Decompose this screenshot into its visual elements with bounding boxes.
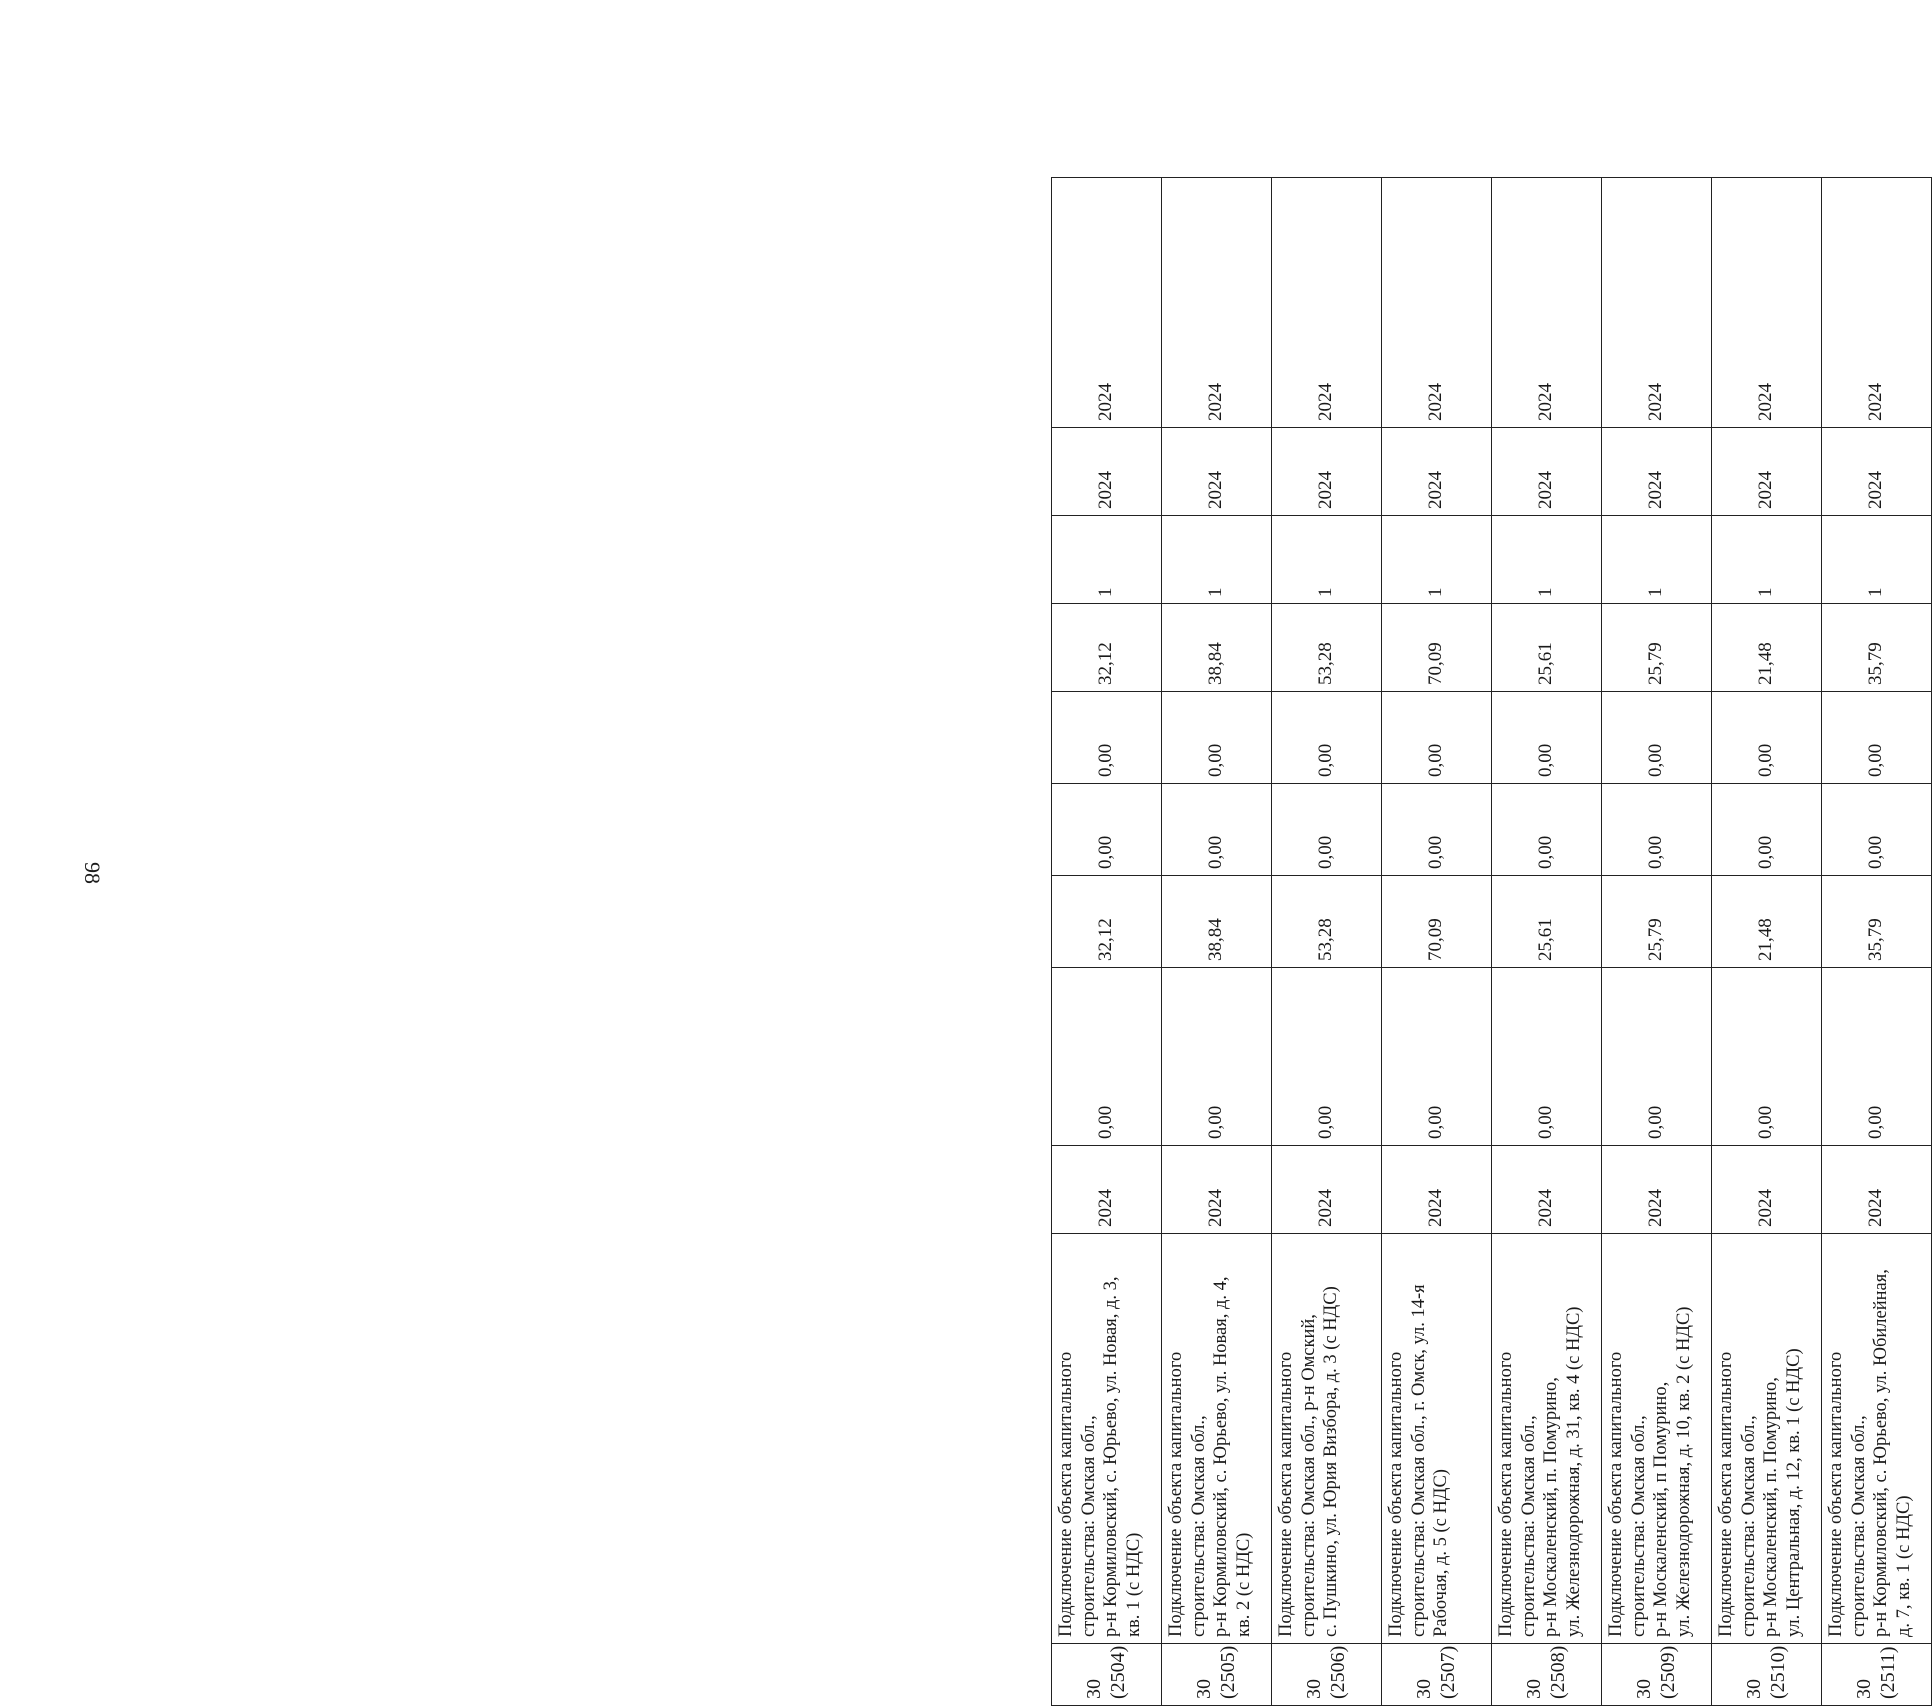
row-code: (2508)	[1546, 1645, 1569, 1699]
year-start-cell: 2024	[1382, 1146, 1492, 1234]
row-number: 30	[1192, 1679, 1215, 1699]
description-line: р-н Москаленский, п Помурино,	[1651, 1381, 1672, 1637]
table-row	[1382, 178, 1492, 1706]
value-cell-5: 21,48	[1712, 604, 1822, 692]
year-cell-c: 2024	[1162, 178, 1272, 428]
value-cell-5: 35,79	[1822, 604, 1932, 692]
value-cell-4: 0,00	[1162, 692, 1272, 784]
value-cell-3: 0,00	[1492, 784, 1602, 876]
year-cell-b: 2024	[1272, 428, 1382, 516]
value-cell-5: 53,28	[1272, 604, 1382, 692]
year-cell-b: 2024	[1162, 428, 1272, 516]
value-cell-2: 35,79	[1822, 876, 1932, 968]
description-cell	[1162, 1234, 1272, 1644]
value-cell-2: 25,61	[1492, 876, 1602, 968]
row-number: 30	[1302, 1679, 1325, 1699]
row-number-cell	[1382, 1644, 1492, 1706]
description-cell	[1052, 1234, 1162, 1644]
page-number: 98	[80, 862, 105, 884]
description-line: кв. 2 (с НДС)	[1233, 1532, 1254, 1637]
value-cell-3: 0,00	[1162, 784, 1272, 876]
description-line: д. 7, кв. 1 (с НДС)	[1893, 1495, 1914, 1637]
value-cell-5: 32,12	[1052, 604, 1162, 692]
count-cell: 1	[1492, 516, 1602, 604]
value-cell-5: 38,84	[1162, 604, 1272, 692]
row-code: (2510)	[1766, 1645, 1789, 1699]
value-cell-3: 0,00	[1602, 784, 1712, 876]
row-number-cell	[1822, 1644, 1932, 1706]
table-row	[1712, 178, 1822, 1706]
row-code: (2504)	[1106, 1645, 1129, 1699]
row-number: 30	[1632, 1679, 1655, 1699]
year-cell-c: 2024	[1712, 178, 1822, 428]
description-cell	[1712, 1234, 1822, 1644]
year-cell-b: 2024	[1382, 428, 1492, 516]
data-table	[1051, 177, 1932, 1706]
year-cell-b: 2024	[1712, 428, 1822, 516]
row-number-cell	[1492, 1644, 1602, 1706]
year-start-cell: 2024	[1272, 1146, 1382, 1234]
value-cell-4: 0,00	[1822, 692, 1932, 784]
table-row	[1822, 178, 1932, 1706]
description-line: р-н Кормиловский, с. Юрьево, ул. Юбилейная,	[1871, 1269, 1892, 1637]
description-line: строительства: Омская обл., р-н Омский,	[1298, 1314, 1319, 1637]
description-line: строительства: Омская обл.,	[1188, 1415, 1209, 1637]
value-cell-5: 25,79	[1602, 604, 1712, 692]
value-cell-4: 0,00	[1492, 692, 1602, 784]
value-cell-2: 70,09	[1382, 876, 1492, 968]
description-line: р-н Кормиловский, с. Юрьево, ул. Новая, д. 3,	[1101, 1276, 1122, 1637]
year-start-cell: 2024	[1052, 1146, 1162, 1234]
table-body	[1052, 178, 1932, 1706]
row-number: 30	[1742, 1679, 1765, 1699]
description-line: Подключение объекта капитального	[1496, 1351, 1516, 1637]
year-cell-c: 2024	[1492, 178, 1602, 428]
description-line: ул. Центральная, д. 12, кв. 1 (с НДС)	[1783, 1348, 1804, 1637]
value-cell-2: 53,28	[1272, 876, 1382, 968]
row-number: 30	[1412, 1679, 1435, 1699]
row-code: (2509)	[1656, 1645, 1679, 1699]
description-cell	[1602, 1234, 1712, 1644]
description-line: р-н Москаленский, п. Помурино,	[1541, 1377, 1562, 1637]
description-line: Подключение объекта капитального	[1056, 1351, 1076, 1637]
year-cell-b: 2024	[1492, 428, 1602, 516]
value-cell-2: 32,12	[1052, 876, 1162, 968]
row-code: (2506)	[1326, 1645, 1349, 1699]
table-row	[1602, 178, 1712, 1706]
value-cell-1: 0,00	[1382, 968, 1492, 1146]
value-cell-2: 25,79	[1602, 876, 1712, 968]
value-cell-1: 0,00	[1272, 968, 1382, 1146]
description-line: строительства: Омская обл.,	[1628, 1415, 1649, 1637]
description-line: с. Пушкино, ул. Юрия Визбора, д. 3 (с НДС)	[1321, 1286, 1342, 1637]
value-cell-3: 0,00	[1712, 784, 1822, 876]
value-cell-1: 0,00	[1492, 968, 1602, 1146]
table-row	[1052, 178, 1162, 1706]
value-cell-1: 0,00	[1602, 968, 1712, 1146]
value-cell-5: 70,09	[1382, 604, 1492, 692]
description-line: строительства: Омская обл.,	[1078, 1415, 1099, 1637]
description-line: Подключение объекта капитального	[1386, 1351, 1406, 1637]
row-number: 30	[1852, 1679, 1875, 1699]
description-line: Рабочая, д. 5 (с НДС)	[1431, 1469, 1452, 1637]
value-cell-4: 0,00	[1712, 692, 1822, 784]
value-cell-3: 0,00	[1382, 784, 1492, 876]
count-cell: 1	[1162, 516, 1272, 604]
description-line: Подключение объекта капитального	[1716, 1351, 1736, 1637]
row-code: (2507)	[1436, 1645, 1459, 1699]
value-cell-2: 21,48	[1712, 876, 1822, 968]
value-cell-1: 0,00	[1162, 968, 1272, 1146]
year-cell-c: 2024	[1272, 178, 1382, 428]
description-cell	[1272, 1234, 1382, 1644]
table-row	[1272, 178, 1382, 1706]
description-line: Подключение объекта капитального	[1276, 1351, 1296, 1637]
description-line: Подключение объекта капитального	[1826, 1351, 1846, 1637]
year-start-cell: 2024	[1492, 1146, 1602, 1234]
value-cell-3: 0,00	[1272, 784, 1382, 876]
row-code: (2511)	[1876, 1646, 1899, 1699]
description-line: строительства: Омская обл.,	[1848, 1415, 1869, 1637]
description-line: строительства: Омская обл., г. Омск, ул. 14-я	[1408, 1284, 1429, 1637]
description-line: ул. Железнодорожная, д. 31, кв. 4 (с НДС)	[1563, 1306, 1584, 1637]
description-line: строительства: Омская обл.,	[1738, 1415, 1759, 1637]
year-cell-c: 2024	[1052, 178, 1162, 428]
value-cell-4: 0,00	[1382, 692, 1492, 784]
year-cell-b: 2024	[1822, 428, 1932, 516]
description-line: ул. Железнодорожная, д. 10, кв. 2 (с НДС)	[1673, 1306, 1694, 1637]
value-cell-1: 0,00	[1822, 968, 1932, 1146]
year-cell-b: 2024	[1052, 428, 1162, 516]
year-start-cell: 2024	[1162, 1146, 1272, 1234]
table-row	[1162, 178, 1272, 1706]
description-line: Подключение объекта капитального	[1166, 1351, 1186, 1637]
row-code: (2505)	[1216, 1645, 1239, 1699]
count-cell: 1	[1272, 516, 1382, 604]
value-cell-3: 0,00	[1822, 784, 1932, 876]
year-cell-c: 2024	[1602, 178, 1712, 428]
row-number-cell	[1052, 1644, 1162, 1706]
row-number-cell	[1162, 1644, 1272, 1706]
count-cell: 1	[1382, 516, 1492, 604]
year-start-cell: 2024	[1822, 1146, 1932, 1234]
value-cell-1: 0,00	[1052, 968, 1162, 1146]
count-cell: 1	[1822, 516, 1932, 604]
description-line: кв. 1 (с НДС)	[1123, 1532, 1144, 1637]
rotated-table-container	[1051, 177, 1932, 1706]
description-line: строительства: Омская обл.,	[1518, 1415, 1539, 1637]
description-line: Подключение объекта капитального	[1606, 1351, 1626, 1637]
row-number-cell	[1712, 1644, 1822, 1706]
year-cell-b: 2024	[1602, 428, 1712, 516]
year-cell-c: 2024	[1822, 178, 1932, 428]
year-start-cell: 2024	[1602, 1146, 1712, 1234]
value-cell-5: 25,61	[1492, 604, 1602, 692]
table-row	[1492, 178, 1602, 1706]
count-cell: 1	[1052, 516, 1162, 604]
value-cell-1: 0,00	[1712, 968, 1822, 1146]
description-line: р-н Москаленский, п. Помурино,	[1761, 1377, 1782, 1637]
description-cell	[1382, 1234, 1492, 1644]
count-cell: 1	[1602, 516, 1712, 604]
description-cell	[1492, 1234, 1602, 1644]
row-number-cell	[1272, 1644, 1382, 1706]
row-number: 30	[1082, 1679, 1105, 1699]
value-cell-2: 38,84	[1162, 876, 1272, 968]
value-cell-4: 0,00	[1602, 692, 1712, 784]
year-start-cell: 2024	[1712, 1146, 1822, 1234]
value-cell-4: 0,00	[1272, 692, 1382, 784]
row-number: 30	[1522, 1679, 1545, 1699]
row-number-cell	[1602, 1644, 1712, 1706]
value-cell-3: 0,00	[1052, 784, 1162, 876]
year-cell-c: 2024	[1382, 178, 1492, 428]
description-line: р-н Кормиловский, с. Юрьево, ул. Новая, д. 4,	[1211, 1276, 1232, 1637]
value-cell-4: 0,00	[1052, 692, 1162, 784]
count-cell: 1	[1712, 516, 1822, 604]
description-cell	[1822, 1234, 1932, 1644]
